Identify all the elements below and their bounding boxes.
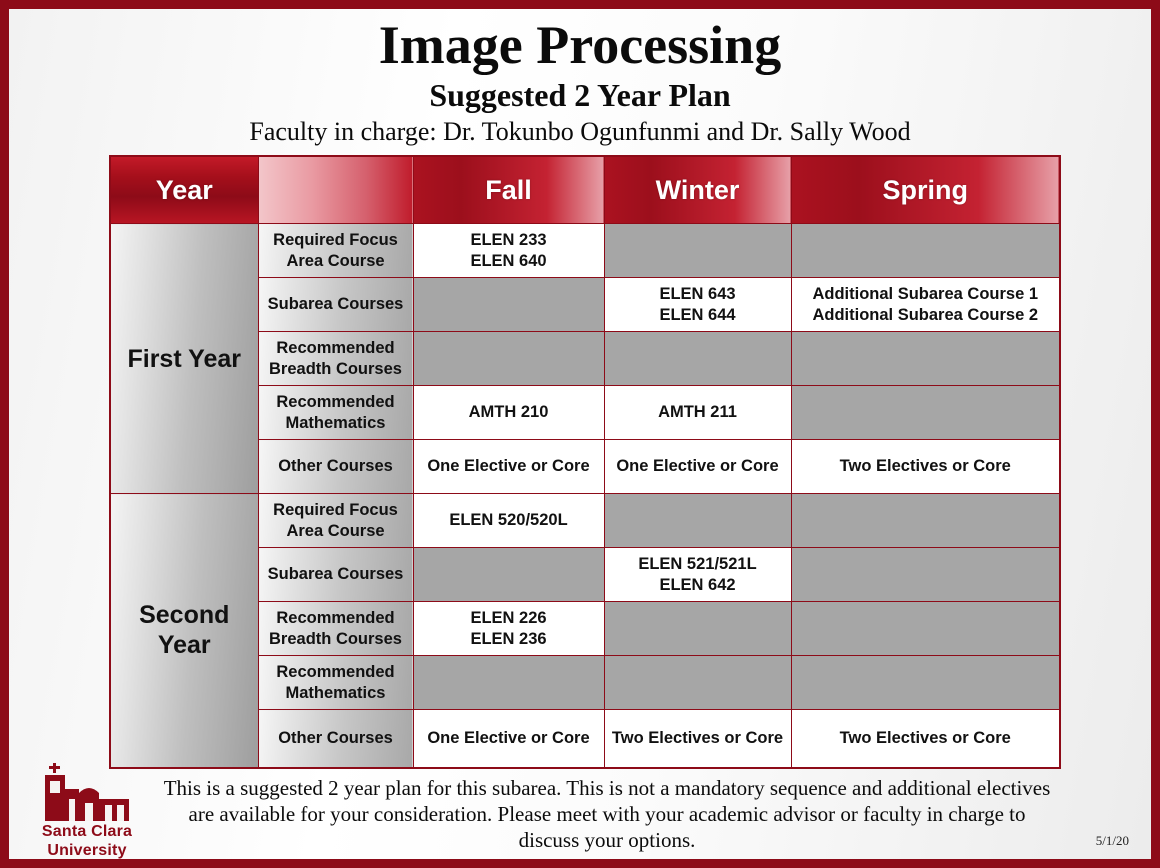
category-breadth-1: Recommended Breadth Courses [258,332,413,386]
cell-first-subarea-winter: ELEN 643 ELEN 644 [604,278,791,332]
cell-second-breadth-fall: ELEN 226 ELEN 236 [413,602,604,656]
column-header-fall: Fall [413,156,604,224]
cell-first-breadth-fall [413,332,604,386]
cell-first-subarea-fall [413,278,604,332]
page-subtitle: Suggested 2 Year Plan [429,77,731,113]
cell-second-required-winter [604,494,791,548]
cell-second-breadth-spring [791,602,1060,656]
year-label-first: First Year [110,224,258,494]
cell-second-other-winter: Two Electives or Core [604,710,791,768]
category-required-focus-1: Required Focus Area Course [258,224,413,278]
cell-second-subarea-spring [791,548,1060,602]
cell-second-required-spring [791,494,1060,548]
cell-second-required-fall: ELEN 520/520L [413,494,604,548]
cell-first-subarea-spring: Additional Subarea Course 1 Additional Subarea Course 2 [791,278,1060,332]
table-body [110,224,1060,768]
date-stamp: 5/1/20 [1095,833,1129,848]
page-title: Image Processing [378,15,782,75]
cell-second-subarea-winter: ELEN 521/521L ELEN 642 [604,548,791,602]
cell-first-other-spring: Two Electives or Core [791,440,1060,494]
category-math-1: Recommended Mathematics [258,386,413,440]
cell-first-required-fall: ELEN 233 ELEN 640 [413,224,604,278]
cell-first-math-fall: AMTH 210 [413,386,604,440]
column-header-spring: Spring [791,156,1060,224]
cell-second-other-spring: Two Electives or Core [791,710,1060,768]
plan-table [109,155,1061,769]
cell-first-required-winter [604,224,791,278]
cell-first-other-winter: One Elective or Core [604,440,791,494]
cell-second-math-winter [604,656,791,710]
scu-logo [27,759,147,859]
column-header-year: Year [110,156,258,224]
cell-second-other-fall: One Elective or Core [413,710,604,768]
table-row [110,224,1060,278]
mission-church-icon [27,759,147,821]
logo-line-2: University [47,842,127,859]
column-header-category [258,156,413,224]
year-label-second: Second Year [110,494,258,768]
table-header [110,156,1060,224]
category-other-2: Other Courses [258,710,413,768]
cell-second-math-spring [791,656,1060,710]
table-row [110,494,1060,548]
logo-line-1: Santa Clara [41,823,133,840]
faculty-line: Faculty in charge: Dr. Tokunbo Ogunfunmi and Dr. Sally Wood [249,117,911,146]
cell-second-math-fall [413,656,604,710]
column-header-winter: Winter [604,156,791,224]
cell-first-breadth-spring [791,332,1060,386]
plan-table-wrapper [109,155,1061,769]
cell-first-breadth-winter [604,332,791,386]
slide-content [9,9,1151,859]
cell-first-other-fall: One Elective or Core [413,440,604,494]
footer-note: This is a suggested 2 year plan for this subarea. This is not a mandatory sequence and additional electives are available for your consideration. Please meet with your academic advisor or faculty in charge to discuss your options. [163,776,1051,852]
cell-second-subarea-fall [413,548,604,602]
category-subarea-2: Subarea Courses [258,548,413,602]
category-other-1: Other Courses [258,440,413,494]
category-math-2: Recommended Mathematics [258,656,413,710]
category-required-focus-2: Required Focus Area Course [258,494,413,548]
cell-first-required-spring [791,224,1060,278]
cell-first-math-spring [791,386,1060,440]
cell-first-math-winter: AMTH 211 [604,386,791,440]
category-breadth-2: Recommended Breadth Courses [258,602,413,656]
cell-second-breadth-winter [604,602,791,656]
category-subarea-1: Subarea Courses [258,278,413,332]
